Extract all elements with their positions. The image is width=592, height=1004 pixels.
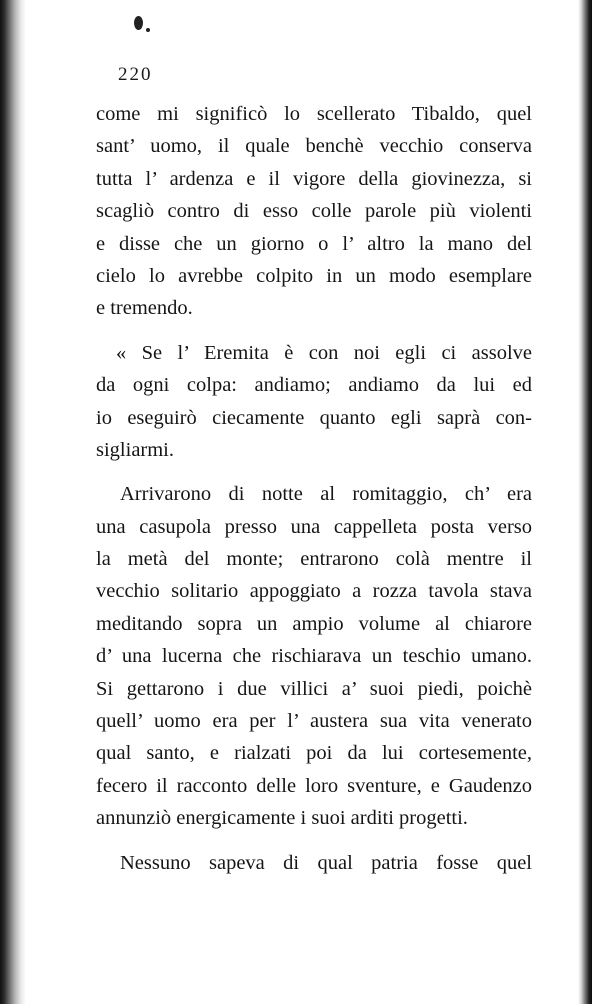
text-line: meditando sopra un ampio volume al chiarore (96, 612, 532, 635)
text-line: quell’ uomo era per l’ austera sua vita venerato (96, 710, 532, 733)
page-number: 220 (118, 64, 153, 85)
text-line: la metà del monte; entrarono colà mentre il (96, 548, 532, 571)
paragraph-gap (96, 835, 532, 847)
text-line: fecero il racconto delle loro sventure, e Gaudenzo (96, 774, 532, 797)
paragraph-gap (96, 466, 532, 478)
page-binding-shadow-left (0, 0, 26, 1004)
text-line: Nessuno sapeva di qual patria fosse quel (120, 851, 532, 874)
text-line: da ogni colpa: andiamo; andiamo da lui ed (96, 374, 532, 397)
text-line: scagliò contro di esso colle parole più violenti (96, 200, 532, 223)
text-line: cielo lo avrebbe colpito in un modo esemplare (96, 264, 532, 287)
text-line: qual santo, e rialzati poi da lui cortesemente, (96, 742, 532, 765)
text-line: annunziò energicamente i suoi arditi progetti. (96, 807, 468, 830)
paragraph-1 (96, 98, 532, 325)
text-line: Arrivarono di notte al romitaggio, ch’ era (120, 483, 532, 506)
text-line: sigliarmi. (96, 438, 175, 461)
text-line: Si gettarono i due villici a’ suoi piedi, poichè (96, 677, 532, 700)
text-line: « Se l’ Eremita è con noi egli ci assolve (116, 341, 532, 364)
paragraph-2 (96, 337, 532, 467)
text-line: vecchio solitario appoggiato a rozza tavola stava (96, 580, 532, 603)
paragraph-3 (96, 478, 532, 834)
paragraph-4 (96, 847, 532, 879)
page-edge-shadow-right (578, 0, 592, 1004)
paragraph-gap (96, 325, 532, 337)
text-line: e tremendo. (96, 297, 193, 320)
text-line: tutta l’ ardenza e il vigore della giovinezza, si (96, 167, 532, 190)
text-line: io eseguirò ciecamente quanto egli saprà con- (96, 406, 532, 429)
text-line: sant’ uomo, il quale benchè vecchio conserva (96, 135, 532, 158)
text-line: e disse che un giorno o l’ altro la mano del (96, 232, 532, 255)
text-line: d’ una lucerna che rischiarava un teschio umano. (96, 645, 532, 668)
text-line: come mi significò lo scellerato Tibaldo, quel (96, 103, 532, 125)
ink-speck (146, 28, 150, 32)
text-line: una casupola presso una cappelleta posta verso (96, 515, 532, 538)
body-text (96, 98, 532, 879)
ink-speck (134, 16, 143, 30)
